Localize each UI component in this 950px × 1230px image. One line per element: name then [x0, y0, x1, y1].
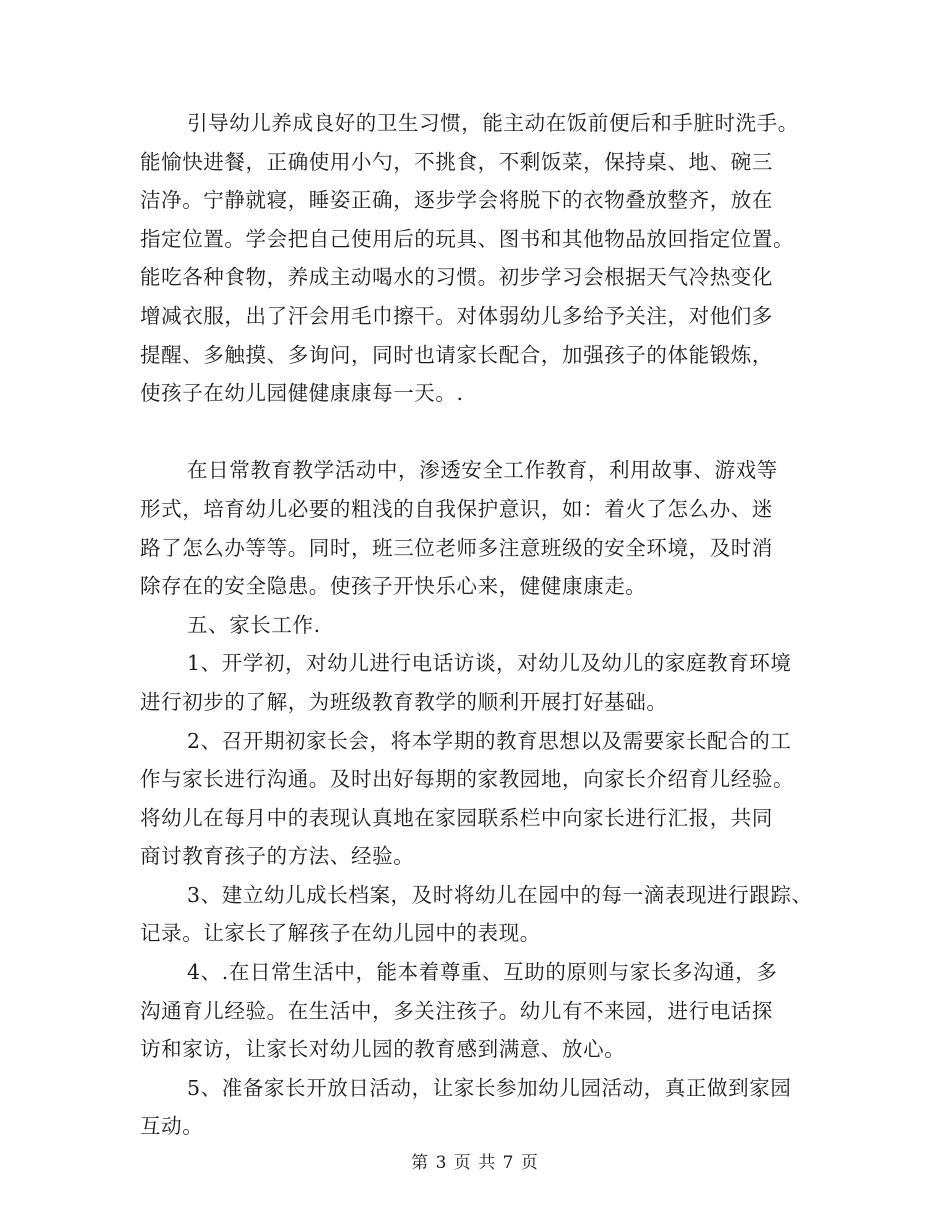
text-line: 沟通育儿经验。在生活中，多关注孩子。幼儿有不来园，进行电话探 — [140, 998, 773, 1023]
text-line: 4、.在日常生活中，能本着尊重、互助的原则与家长多沟通，多 — [187, 960, 778, 985]
text-line: 将幼儿在每月中的表现认真地在家园联系栏中向家长进行汇报，共同 — [140, 805, 773, 830]
text-line: 商讨教育孩子的方法、经验。 — [140, 844, 415, 869]
text-line: 使孩子在幼儿园健健康康每一天。. — [140, 381, 464, 406]
text-line: 2、召开期初家长会，将本学期的教育思想以及需要家长配合的工 — [187, 728, 792, 753]
total-pages-number: 7 — [502, 1153, 515, 1173]
text-line: 访和家访，让家长对幼儿园的教育感到满意、放心。 — [140, 1037, 626, 1062]
text-line: 能吃各种食物，养成主动喝水的习惯。初步学习会根据天气冷热变化 — [140, 265, 773, 290]
current-page-number: 3 — [435, 1153, 448, 1173]
text-line: 洁净。宁静就寝，睡姿正确，逐步学会将脱下的衣物叠放整齐，放在 — [140, 188, 773, 213]
text-line: 互动。 — [140, 1114, 204, 1139]
section-heading-parent-work — [140, 606, 830, 645]
text-line: 在日常教育教学活动中，渗透安全工作教育，利用故事、游戏等 — [187, 458, 778, 483]
paragraph-item-1 — [140, 644, 830, 721]
text-line: 1、开学初，对幼儿进行电话访谈，对幼儿及幼儿的家庭教育环境 — [187, 651, 792, 676]
text-line: 3、建立幼儿成长档案，及时将幼儿在园中的每一滴表现进行跟踪、 — [187, 882, 813, 907]
page-label-suffix: 页 — [520, 1153, 539, 1173]
page-label-mid: 页 共 — [453, 1153, 497, 1173]
text-line: 进行初步的了解，为班级教育教学的顺利开展打好基础。 — [140, 689, 668, 714]
paragraph-item-4 — [140, 953, 830, 1069]
text-line: 能愉快进餐，正确使用小勺，不挑食，不剩饭菜，保持桌、地、碗三 — [140, 149, 773, 174]
text-line: 5、准备家长开放日活动，让家长参加幼儿园活动，真正做到家园 — [187, 1075, 792, 1100]
section-heading: 五、家长工作. — [187, 612, 321, 637]
text-line: 增减衣服，出了汗会用毛巾擦干。对体弱幼儿多给予关注，对他们多 — [140, 303, 773, 328]
text-line: 记录。让家长了解孩子在幼儿园中的表现。 — [140, 921, 541, 946]
text-line: 指定位置。学会把自己使用后的玩具、图书和其他物品放回指定位置。 — [140, 226, 795, 251]
text-line: 除存在的安全隐患。使孩子开快乐心来，健健康康走。 — [140, 574, 647, 599]
paragraph-item-2 — [140, 722, 830, 876]
page-footer — [0, 1148, 950, 1173]
text-line: 提醒、多触摸、多询问，同时也请家长配合，加强孩子的体能锻炼， — [140, 342, 773, 367]
paragraph-item-3 — [140, 876, 830, 953]
paragraph-safety — [140, 451, 830, 605]
text-line: 形式，培育幼儿必要的粗浅的自我保护意识，如：着火了怎么办、迷 — [140, 496, 773, 521]
paragraph-gap — [140, 413, 830, 452]
text-line: 路了怎么办等等。同时，班三位老师多注意班级的安全环境，及时消 — [140, 535, 773, 560]
page-label-prefix: 第 — [411, 1153, 430, 1173]
document-body — [140, 104, 830, 1146]
text-line: 引导幼儿养成良好的卫生习惯，能主动在饭前便后和手脏时洗手。 — [187, 111, 799, 135]
paragraph-item-5 — [140, 1069, 830, 1146]
text-line: 作与家长进行沟通。及时出好每期的家教园地，向家长介绍育儿经验。 — [140, 767, 795, 792]
paragraph-hygiene — [140, 104, 830, 413]
